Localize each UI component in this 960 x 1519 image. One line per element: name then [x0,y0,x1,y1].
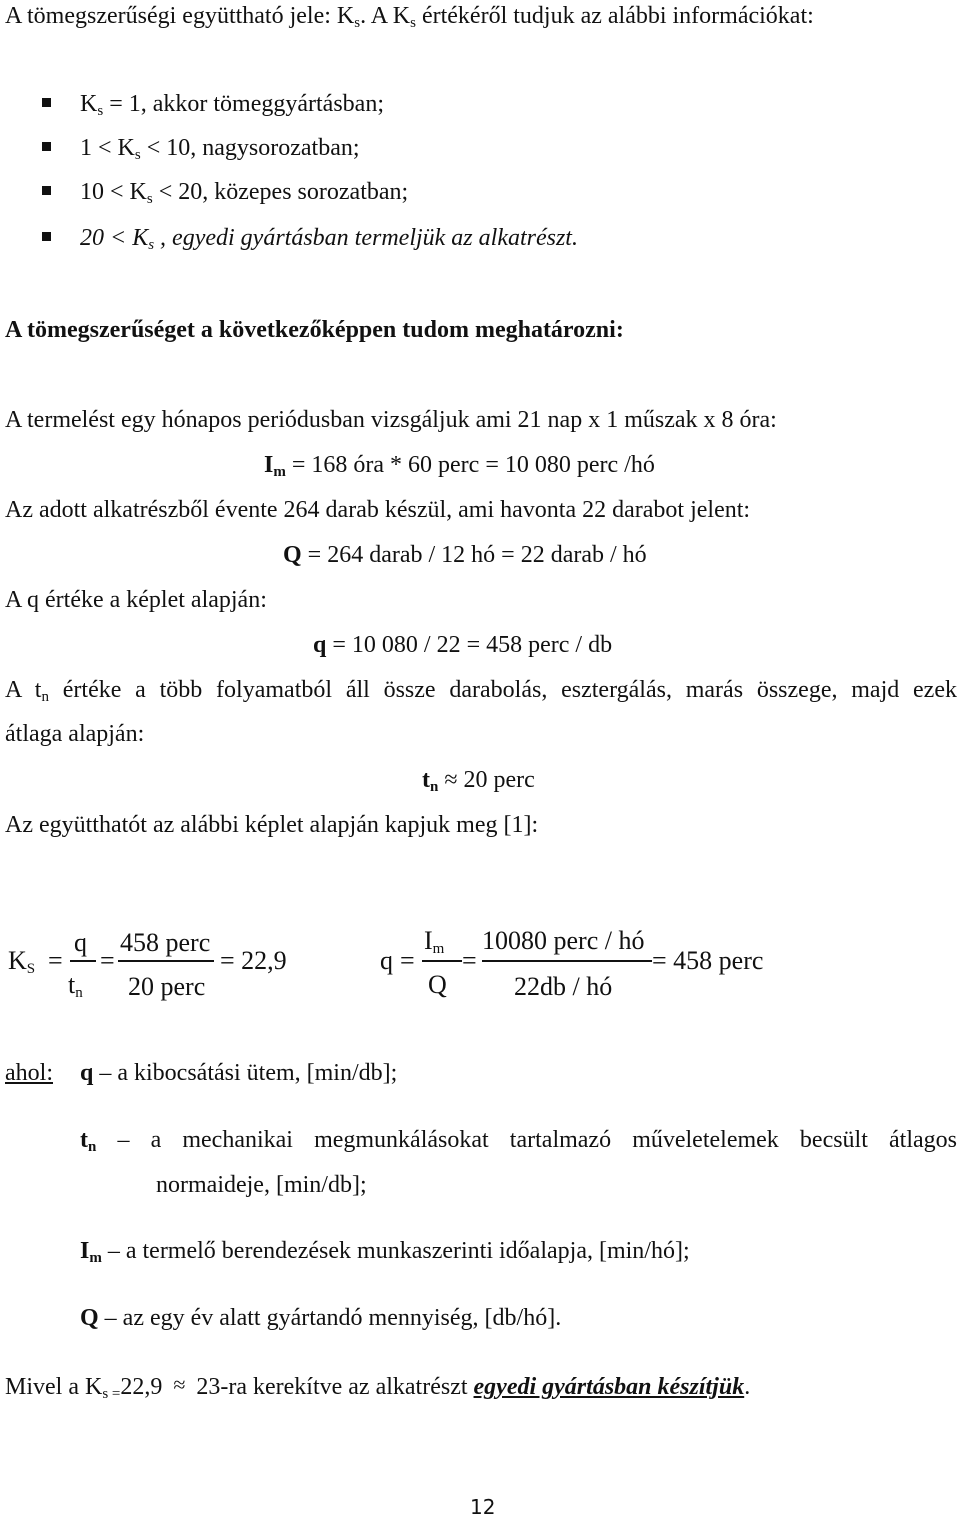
formula-result: = 458 perc [652,946,764,975]
subscript: s [97,103,104,119]
conclusion-text: 23-ra kerekítve az alkatrészt [190,1374,474,1400]
conclusion-line [5,1372,751,1402]
im-value: = 168 óra * 60 perc = 10 080 perc /hó [285,452,655,478]
fraction-bar [482,960,652,962]
list-item [80,179,409,207]
list-item-text: 1 < K [80,135,135,161]
subscript: m [432,941,445,957]
fraction-bar [70,960,96,962]
definition-symbol: q [80,1060,94,1086]
fraction-numerator: 10080 perc / hó [482,926,645,955]
fraction-denominator [68,970,83,1001]
bullet-square-icon [42,98,51,107]
list-item-text: = 1, akkor tömeggyártásban; [103,91,384,117]
list-item-text: 10 < K [80,179,147,205]
q-value: = 264 darab / 12 hó = 22 darab / hó [301,542,647,568]
fraction-denominator: 20 perc [128,972,206,1001]
fraction-numerator [424,926,445,957]
subscript: s = [102,1386,121,1402]
intro-line [5,3,814,31]
fraction-bar [422,960,462,962]
qq-value: = 10 080 / 22 = 458 perc / db [326,632,613,658]
subscript: n [41,689,49,705]
paragraph-tn-cont: átlaga alapján: [5,721,145,747]
definition-text: – a mechanikai megmunkálásokat tartalmazó műveletelemek becsült átlagos [96,1127,957,1153]
subscript: s [134,147,141,163]
section-heading: A tömegszerűséget a következőképpen tudom meghatározni: [5,317,624,343]
paragraph-text: értéke a több folyamatból áll össze darabolás, esztergálás, marás összege, majd ezek [48,677,957,703]
paragraph-period: A termelést egy hónapos periódusban vizsgáljuk ami 21 nap x 1 műszak x 8 óra: [5,407,777,433]
intro-text: értékéről tudjuk az alábbi információkat: [415,3,814,29]
paragraph-text: A t [5,677,42,703]
subscript: m [273,464,286,480]
formula-symbol: I [424,926,433,955]
ahol-label: ahol: [5,1060,53,1086]
definition-im [80,1238,690,1266]
definition-tn [80,1127,957,1155]
bullet-square-icon [42,186,51,195]
fraction-numerator: 458 perc [120,928,211,957]
definition-text: – az egy év alatt gyártandó mennyiség, [db/hó]. [98,1305,562,1331]
definition-text: – a kibocsátási ütem, [min/db]; [93,1060,398,1086]
definition-symbol: t [80,1127,88,1153]
formula-symbol: q [380,946,393,975]
subscript: s [148,237,155,253]
approx-icon: ≈ [173,1372,186,1397]
intro-text: A tömegszerűségi együttható jele: K [5,3,355,29]
formula-symbol: t [68,970,76,999]
definition-symbol: Q [80,1305,99,1331]
conclusion-text: Mivel a K [5,1374,103,1400]
bullet-square-icon [42,142,51,151]
subscript: s [146,191,153,207]
list-item [80,91,384,119]
subscript: S [26,961,36,977]
list-item-text: K [80,91,98,117]
definition-symbol: I [80,1238,90,1264]
list-item-text: 20 < K [80,225,149,251]
equals-sign: = [48,946,63,975]
im-equation [264,452,655,480]
equals-sign: = [100,946,115,975]
paragraph-formula-intro: Az együtthatót az alábbi képlet alapján kapjuk meg [1]: [5,812,539,838]
subscript: n [88,1139,97,1155]
im-label: I [264,452,274,478]
tn-equation [422,767,535,795]
paragraph-annual: Az adott alkatrészből évente 264 darab készül, ami havonta 22 darabot jelent: [5,497,751,523]
q-equation [283,543,647,567]
equals-sign: = [400,946,415,975]
qq-equation [313,633,612,657]
paragraph-q: A q értéke a képlet alapján: [5,587,267,613]
q-label: Q [283,542,302,568]
bullet-square-icon [42,232,51,241]
formula-result: = 22,9 [220,946,287,975]
list-item [80,225,578,253]
formula-ks-k [8,946,36,977]
subscript: n [75,985,83,1001]
conclusion-text: . [744,1374,751,1400]
equals-sign: = [462,946,477,975]
subscript: s [354,15,361,31]
subscript: s [410,15,416,31]
subscript: m [89,1250,102,1266]
fraction-denominator: 22db / hó [514,972,613,1001]
definition-q [80,1061,397,1085]
tn-value: ≈ 20 perc [438,767,535,793]
list-item-text: < 10, nagysorozatban; [140,135,360,161]
fraction-bar [118,960,214,962]
intro-text: . A K [360,3,411,29]
paragraph-tn [5,677,957,705]
qq-label: q [313,632,327,658]
definition-Q [80,1306,561,1330]
formula-symbol: K [8,946,27,975]
subscript: n [430,779,439,795]
conclusion-text: 22,9 [120,1374,169,1400]
definition-text: – a termelő berendezések munkaszerinti időalapja, [min/hó]; [101,1238,690,1264]
fraction-numerator: q [74,928,87,957]
conclusion-emphasis: egyedi gyártásban készítjük [473,1374,745,1400]
list-item [80,135,360,163]
definition-text-cont: normaideje, [min/db]; [156,1172,367,1198]
list-item-text: , egyedi gyártásban termeljük az alkatrészt. [154,225,578,251]
list-item-text: < 20, közepes sorozatban; [152,179,409,205]
fraction-denominator: Q [428,970,447,999]
tn-label: t [422,767,430,793]
page-number: 12 [470,1495,496,1519]
